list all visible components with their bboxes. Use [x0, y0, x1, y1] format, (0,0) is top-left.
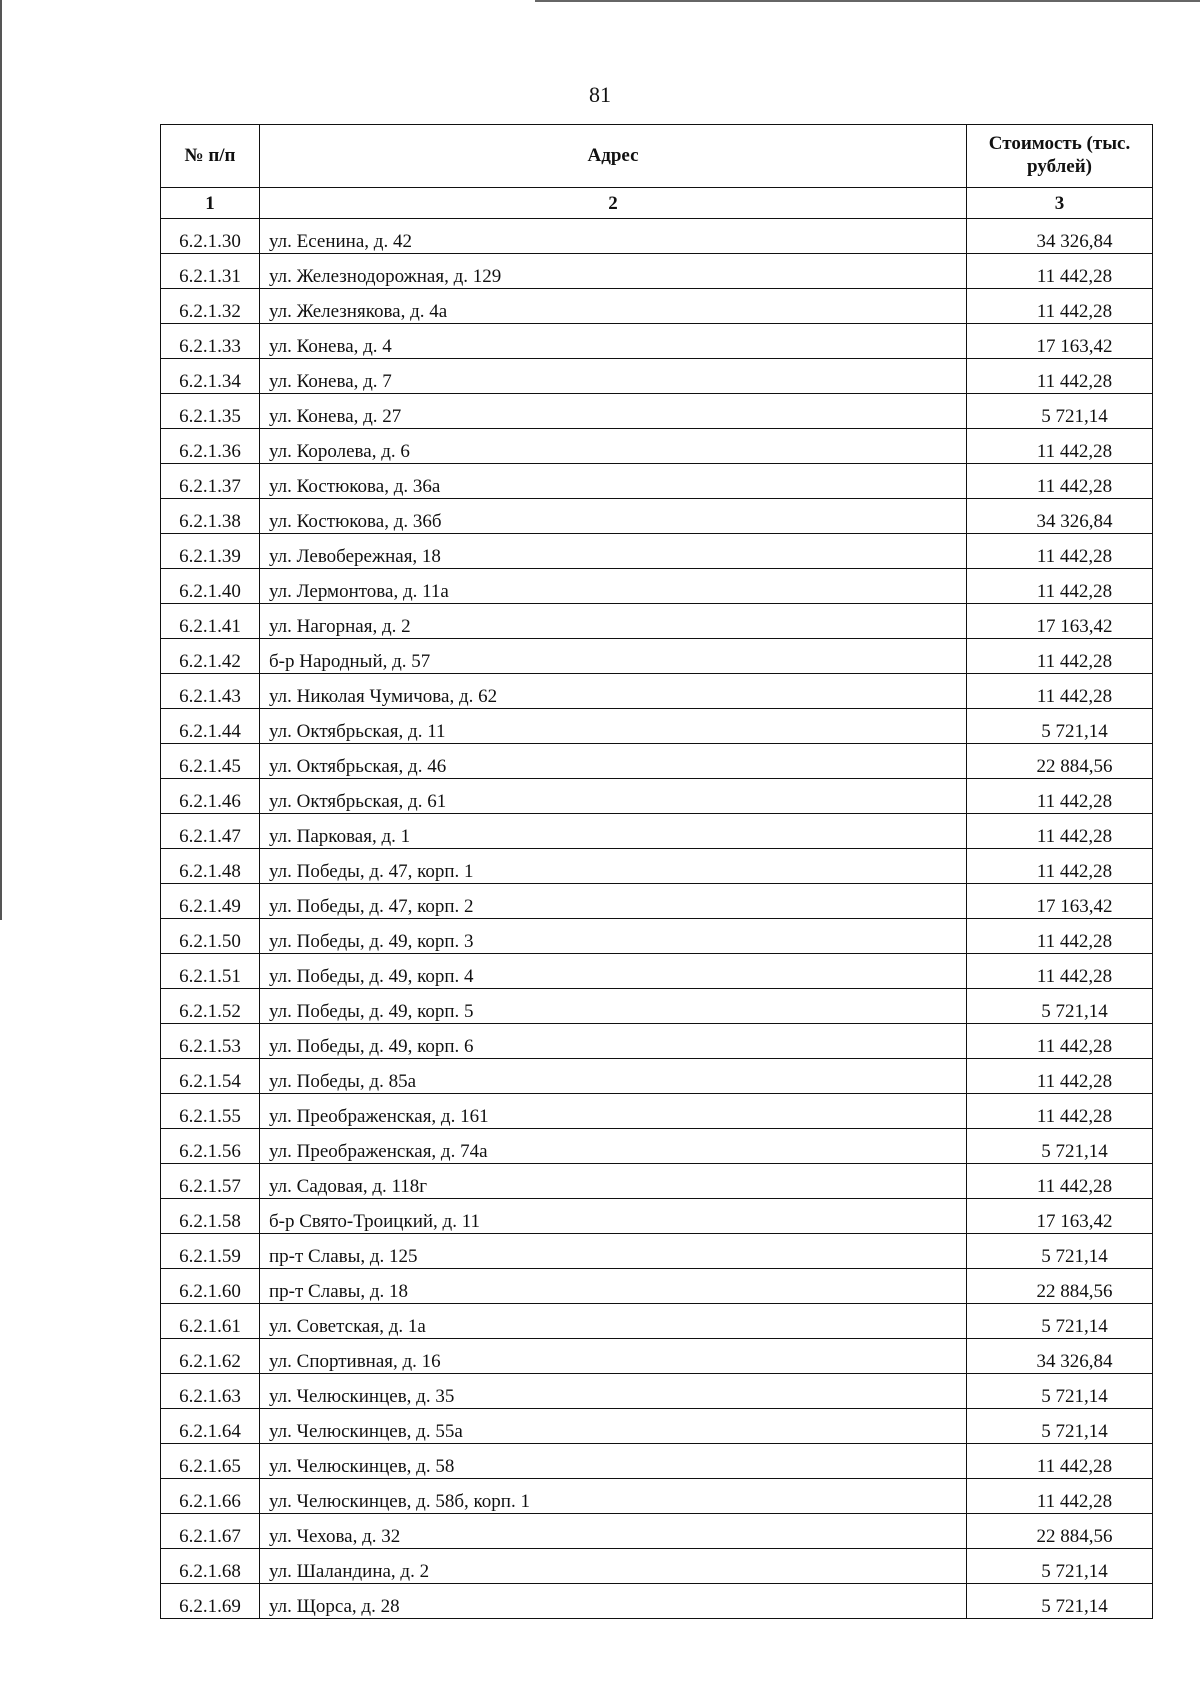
- column-number-3: 3: [967, 188, 1153, 219]
- row-cost-cell: 17 163,42: [967, 1199, 1153, 1234]
- row-number-cell: 6.2.1.56: [161, 1129, 260, 1164]
- table-row: [161, 849, 1153, 884]
- row-address-cell: ул. Преображенская, д. 74а: [260, 1129, 967, 1164]
- table-row: [161, 919, 1153, 954]
- column-number-2: 2: [260, 188, 967, 219]
- table-row: [161, 1059, 1153, 1094]
- table-row: [161, 989, 1153, 1024]
- row-address-cell: ул. Конева, д. 4: [260, 324, 967, 359]
- row-address-cell: б-р Свято-Троицкий, д. 11: [260, 1199, 967, 1234]
- row-cost-cell: 11 442,28: [967, 1059, 1153, 1094]
- row-cost-cell: 11 442,28: [967, 254, 1153, 289]
- row-address-cell: ул. Королева, д. 6: [260, 429, 967, 464]
- table-row: [161, 464, 1153, 499]
- row-number-cell: 6.2.1.66: [161, 1479, 260, 1514]
- row-address-cell: ул. Победы, д. 47, корп. 2: [260, 884, 967, 919]
- table-row: [161, 254, 1153, 289]
- row-cost-cell: 22 884,56: [967, 1514, 1153, 1549]
- row-number-cell: 6.2.1.52: [161, 989, 260, 1024]
- table-row: [161, 1479, 1153, 1514]
- row-address-cell: ул. Железнякова, д. 4а: [260, 289, 967, 324]
- row-cost-cell: 11 442,28: [967, 359, 1153, 394]
- row-number-cell: 6.2.1.58: [161, 1199, 260, 1234]
- row-address-cell: ул. Советская, д. 1а: [260, 1304, 967, 1339]
- row-number-cell: 6.2.1.55: [161, 1094, 260, 1129]
- row-number-cell: 6.2.1.37: [161, 464, 260, 499]
- row-number-cell: 6.2.1.60: [161, 1269, 260, 1304]
- table-row: [161, 394, 1153, 429]
- scan-edge-left: [0, 0, 2, 920]
- row-cost-cell: 11 442,28: [967, 919, 1153, 954]
- row-number-cell: 6.2.1.68: [161, 1549, 260, 1584]
- row-cost-cell: 34 326,84: [967, 499, 1153, 534]
- column-number-row: [161, 188, 1153, 219]
- row-number-cell: 6.2.1.57: [161, 1164, 260, 1199]
- row-address-cell: ул. Победы, д. 49, корп. 3: [260, 919, 967, 954]
- row-address-cell: пр-т Славы, д. 125: [260, 1234, 967, 1269]
- row-cost-cell: 17 163,42: [967, 324, 1153, 359]
- row-cost-cell: 11 442,28: [967, 569, 1153, 604]
- row-address-cell: ул. Октябрьская, д. 46: [260, 744, 967, 779]
- table-row: [161, 884, 1153, 919]
- row-number-cell: 6.2.1.62: [161, 1339, 260, 1374]
- row-number-cell: 6.2.1.31: [161, 254, 260, 289]
- table-row: [161, 1584, 1153, 1619]
- row-number-cell: 6.2.1.48: [161, 849, 260, 884]
- table-row: [161, 324, 1153, 359]
- table-row: [161, 1129, 1153, 1164]
- row-address-cell: ул. Костюкова, д. 36а: [260, 464, 967, 499]
- row-cost-cell: 5 721,14: [967, 1549, 1153, 1584]
- table-row: [161, 569, 1153, 604]
- table-row: [161, 744, 1153, 779]
- row-cost-cell: 5 721,14: [967, 989, 1153, 1024]
- row-cost-cell: 11 442,28: [967, 954, 1153, 989]
- row-number-cell: 6.2.1.50: [161, 919, 260, 954]
- cost-table: [160, 124, 1153, 1619]
- row-cost-cell: 34 326,84: [967, 219, 1153, 254]
- row-cost-cell: 5 721,14: [967, 1409, 1153, 1444]
- table-row: [161, 1234, 1153, 1269]
- table-row: [161, 1094, 1153, 1129]
- scan-edge-top: [535, 0, 1200, 2]
- row-address-cell: ул. Октябрьская, д. 61: [260, 779, 967, 814]
- table-row: [161, 604, 1153, 639]
- table-row: [161, 1199, 1153, 1234]
- row-address-cell: ул. Нагорная, д. 2: [260, 604, 967, 639]
- row-address-cell: ул. Октябрьская, д. 11: [260, 709, 967, 744]
- page-number: 81: [589, 82, 611, 107]
- row-number-cell: 6.2.1.40: [161, 569, 260, 604]
- row-number-cell: 6.2.1.53: [161, 1024, 260, 1059]
- row-cost-cell: 11 442,28: [967, 779, 1153, 814]
- row-address-cell: ул. Левобережная, 18: [260, 534, 967, 569]
- table-row: [161, 429, 1153, 464]
- table-row: [161, 1409, 1153, 1444]
- row-address-cell: ул. Победы, д. 47, корп. 1: [260, 849, 967, 884]
- row-cost-cell: 22 884,56: [967, 1269, 1153, 1304]
- row-number-cell: 6.2.1.35: [161, 394, 260, 429]
- row-cost-cell: 5 721,14: [967, 394, 1153, 429]
- header-cost: Стоимость (тыс. рублей): [967, 125, 1153, 188]
- row-number-cell: 6.2.1.36: [161, 429, 260, 464]
- row-number-cell: 6.2.1.42: [161, 639, 260, 674]
- row-number-cell: 6.2.1.64: [161, 1409, 260, 1444]
- row-number-cell: 6.2.1.38: [161, 499, 260, 534]
- row-address-cell: ул. Чехова, д. 32: [260, 1514, 967, 1549]
- row-cost-cell: 22 884,56: [967, 744, 1153, 779]
- table-row: [161, 709, 1153, 744]
- row-number-cell: 6.2.1.32: [161, 289, 260, 324]
- row-address-cell: ул. Николая Чумичова, д. 62: [260, 674, 967, 709]
- row-cost-cell: 11 442,28: [967, 1479, 1153, 1514]
- row-address-cell: ул. Щорса, д. 28: [260, 1584, 967, 1619]
- table-row: [161, 674, 1153, 709]
- row-number-cell: 6.2.1.65: [161, 1444, 260, 1479]
- row-number-cell: 6.2.1.61: [161, 1304, 260, 1339]
- row-number-cell: 6.2.1.39: [161, 534, 260, 569]
- row-address-cell: ул. Есенина, д. 42: [260, 219, 967, 254]
- table-row: [161, 1269, 1153, 1304]
- table-row: [161, 1374, 1153, 1409]
- row-number-cell: 6.2.1.30: [161, 219, 260, 254]
- row-cost-cell: 5 721,14: [967, 1234, 1153, 1269]
- row-number-cell: 6.2.1.47: [161, 814, 260, 849]
- row-address-cell: ул. Железнодорожная, д. 129: [260, 254, 967, 289]
- table-row: [161, 1549, 1153, 1584]
- row-cost-cell: 11 442,28: [967, 639, 1153, 674]
- row-address-cell: ул. Победы, д. 49, корп. 4: [260, 954, 967, 989]
- row-number-cell: 6.2.1.41: [161, 604, 260, 639]
- row-address-cell: ул. Лермонтова, д. 11а: [260, 569, 967, 604]
- row-cost-cell: 11 442,28: [967, 429, 1153, 464]
- row-cost-cell: 11 442,28: [967, 814, 1153, 849]
- row-address-cell: ул. Челюскинцев, д. 55а: [260, 1409, 967, 1444]
- row-address-cell: ул. Челюскинцев, д. 58: [260, 1444, 967, 1479]
- row-number-cell: 6.2.1.69: [161, 1584, 260, 1619]
- row-cost-cell: 5 721,14: [967, 1304, 1153, 1339]
- table-row: [161, 1024, 1153, 1059]
- row-address-cell: ул. Челюскинцев, д. 58б, корп. 1: [260, 1479, 967, 1514]
- table-row: [161, 289, 1153, 324]
- row-cost-cell: 5 721,14: [967, 1584, 1153, 1619]
- row-address-cell: ул. Победы, д. 85а: [260, 1059, 967, 1094]
- table-row: [161, 1339, 1153, 1374]
- table-row: [161, 359, 1153, 394]
- row-address-cell: ул. Преображенская, д. 161: [260, 1094, 967, 1129]
- table-row: [161, 499, 1153, 534]
- row-address-cell: ул. Конева, д. 7: [260, 359, 967, 394]
- row-cost-cell: 5 721,14: [967, 1129, 1153, 1164]
- row-number-cell: 6.2.1.59: [161, 1234, 260, 1269]
- row-cost-cell: 34 326,84: [967, 1339, 1153, 1374]
- table-row: [161, 1164, 1153, 1199]
- row-cost-cell: 11 442,28: [967, 534, 1153, 569]
- row-number-cell: 6.2.1.63: [161, 1374, 260, 1409]
- table-row: [161, 1444, 1153, 1479]
- row-number-cell: 6.2.1.46: [161, 779, 260, 814]
- row-number-cell: 6.2.1.51: [161, 954, 260, 989]
- row-cost-cell: 17 163,42: [967, 884, 1153, 919]
- table-row: [161, 954, 1153, 989]
- row-address-cell: ул. Костюкова, д. 36б: [260, 499, 967, 534]
- row-cost-cell: 11 442,28: [967, 1094, 1153, 1129]
- row-address-cell: ул. Победы, д. 49, корп. 6: [260, 1024, 967, 1059]
- row-address-cell: ул. Конева, д. 27: [260, 394, 967, 429]
- row-cost-cell: 11 442,28: [967, 1024, 1153, 1059]
- table-row: [161, 639, 1153, 674]
- row-address-cell: б-р Народный, д. 57: [260, 639, 967, 674]
- row-address-cell: ул. Победы, д. 49, корп. 5: [260, 989, 967, 1024]
- row-address-cell: ул. Садовая, д. 118г: [260, 1164, 967, 1199]
- row-address-cell: пр-т Славы, д. 18: [260, 1269, 967, 1304]
- row-number-cell: 6.2.1.33: [161, 324, 260, 359]
- row-address-cell: ул. Спортивная, д. 16: [260, 1339, 967, 1374]
- table-row: [161, 779, 1153, 814]
- table-body: [161, 219, 1153, 1619]
- row-number-cell: 6.2.1.34: [161, 359, 260, 394]
- row-cost-cell: 17 163,42: [967, 604, 1153, 639]
- row-number-cell: 6.2.1.67: [161, 1514, 260, 1549]
- row-cost-cell: 11 442,28: [967, 289, 1153, 324]
- row-address-cell: ул. Парковая, д. 1: [260, 814, 967, 849]
- row-number-cell: 6.2.1.45: [161, 744, 260, 779]
- row-address-cell: ул. Челюскинцев, д. 35: [260, 1374, 967, 1409]
- row-cost-cell: 11 442,28: [967, 1444, 1153, 1479]
- table-row: [161, 814, 1153, 849]
- table-row: [161, 219, 1153, 254]
- row-cost-cell: 11 442,28: [967, 1164, 1153, 1199]
- table-row: [161, 1514, 1153, 1549]
- row-cost-cell: 11 442,28: [967, 464, 1153, 499]
- header-number: № п/п: [161, 125, 260, 188]
- row-number-cell: 6.2.1.44: [161, 709, 260, 744]
- header-row: [161, 125, 1153, 188]
- table-row: [161, 534, 1153, 569]
- row-number-cell: 6.2.1.54: [161, 1059, 260, 1094]
- row-number-cell: 6.2.1.49: [161, 884, 260, 919]
- row-number-cell: 6.2.1.43: [161, 674, 260, 709]
- row-cost-cell: 11 442,28: [967, 849, 1153, 884]
- header-address: Адрес: [260, 125, 967, 188]
- row-cost-cell: 5 721,14: [967, 709, 1153, 744]
- row-cost-cell: 11 442,28: [967, 674, 1153, 709]
- row-cost-cell: 5 721,14: [967, 1374, 1153, 1409]
- row-address-cell: ул. Шаландина, д. 2: [260, 1549, 967, 1584]
- table-row: [161, 1304, 1153, 1339]
- column-number-1: 1: [161, 188, 260, 219]
